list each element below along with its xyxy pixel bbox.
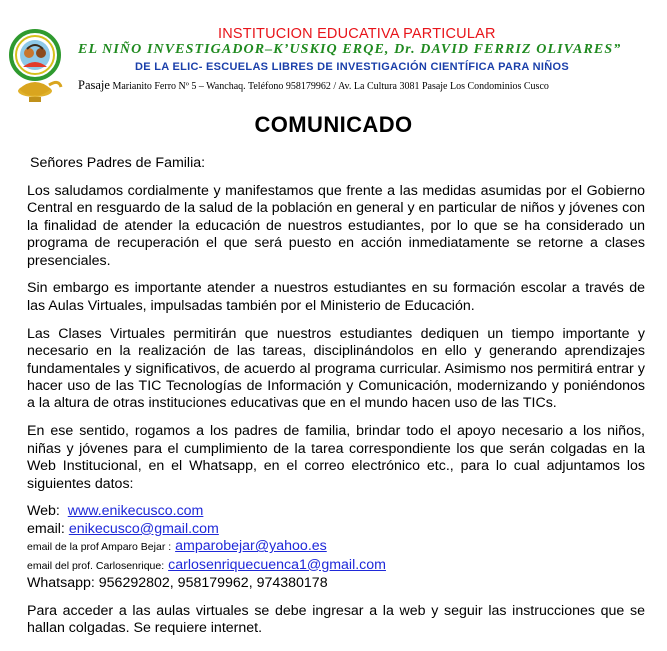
school-address bbox=[78, 78, 549, 93]
address-lead: Pasaje bbox=[78, 78, 110, 92]
prof1-label: email de la prof Amparo Bejar : bbox=[27, 541, 172, 554]
contact-whatsapp bbox=[27, 575, 645, 592]
contact-prof1 bbox=[27, 538, 645, 556]
school-logo bbox=[5, 27, 65, 105]
school-name: EL NIÑO INVESTIGADOR–K’USKIQ ERQE, Dr. DAVID FERRIZ OLIVARES” bbox=[78, 42, 622, 57]
contact-web bbox=[27, 503, 645, 520]
email-link[interactable]: enikecusco@gmail.com bbox=[68, 520, 219, 537]
school-network: DE LA ELIC- ESCUELAS LIBRES DE INVESTIGACIÓN CIENTÍFICA PARA NIÑOS bbox=[135, 61, 569, 73]
email-label: email: bbox=[27, 520, 65, 537]
closing-paragraph: Para acceder a las aulas virtuales se debe ingresar a la web y seguir las instrucciones que se hallan colgadas. Se requiere internet. bbox=[27, 602, 645, 637]
institution-type: INSTITUCION EDUCATIVA PARTICULAR bbox=[218, 26, 496, 42]
address-text: Marianito Ferro Nº 5 – Wanchaq. Teléfono 958179962 / Av. La Cultura 3081 Pasaje Los Condominios Cusco bbox=[112, 81, 549, 92]
prof2-label: email del prof. Carlosenrique: bbox=[27, 559, 165, 572]
paragraph-2: Sin embargo es importante atender a nuestros estudiantes en su formación escolar a través de las Aulas Virtuales, impulsadas también por el Ministerio de Educación. bbox=[27, 280, 645, 314]
prof1-email-link[interactable]: amparobejar@yahoo.es bbox=[175, 538, 327, 555]
contact-prof2 bbox=[27, 557, 645, 575]
paragraph-1: Los saludamos cordialmente y manifestamos que frente a las medidas asumidas por el Gobierno Central en resguardo de la salud de la población en general y en particular de niños y jóvenes con la finalidad de atender la educación de nuestros estudiantes, por lo que se ha considerado un programa de recuperación el que será puesto en acción inmediatamente se retorne a clases presenciales. bbox=[27, 182, 645, 269]
web-label: Web: bbox=[27, 503, 60, 520]
greeting: Señores Padres de Familia: bbox=[30, 155, 206, 171]
paragraph-3: Las Clases Virtuales permitirán que nuestros estudiantes dediquen un tiempo importante y necesario en la realización de las tareas, disciplinándolos en ello y generando aprendizajes fundamentales y significativos, de acuerdo al programa curricular. Asimismo nos permitirá entrar y hacer uso de las TIC Tecnologías de Información y Comunicación, modernizando y poniéndonos a la altura de otras instituciones educativas que en el mundo hacen uso de las TICs. bbox=[27, 325, 645, 412]
whatsapp-label: Whatsapp: bbox=[27, 575, 95, 592]
contact-email bbox=[27, 521, 645, 538]
letter-body bbox=[27, 155, 645, 648]
prof2-email-link[interactable]: carlosenriquecuenca1@gmail.com bbox=[168, 556, 386, 573]
page-title: COMUNICADO bbox=[254, 112, 413, 137]
paragraph-4: En ese sentido, rogamos a los padres de familia, brindar todo el apoyo necesario a los niños, niñas y jóvenes para el cumplimiento de la tarea correspondiente los que serán colgadas en la Web Institucional, en el Whatsapp, en el correo electrónico etc., para lo cual adjuntamos los siguientes datos: bbox=[27, 423, 645, 492]
web-link[interactable]: www.enikecusco.com bbox=[67, 503, 204, 520]
whatsapp-numbers: 956292802, 958179962, 974380178 bbox=[98, 575, 328, 592]
